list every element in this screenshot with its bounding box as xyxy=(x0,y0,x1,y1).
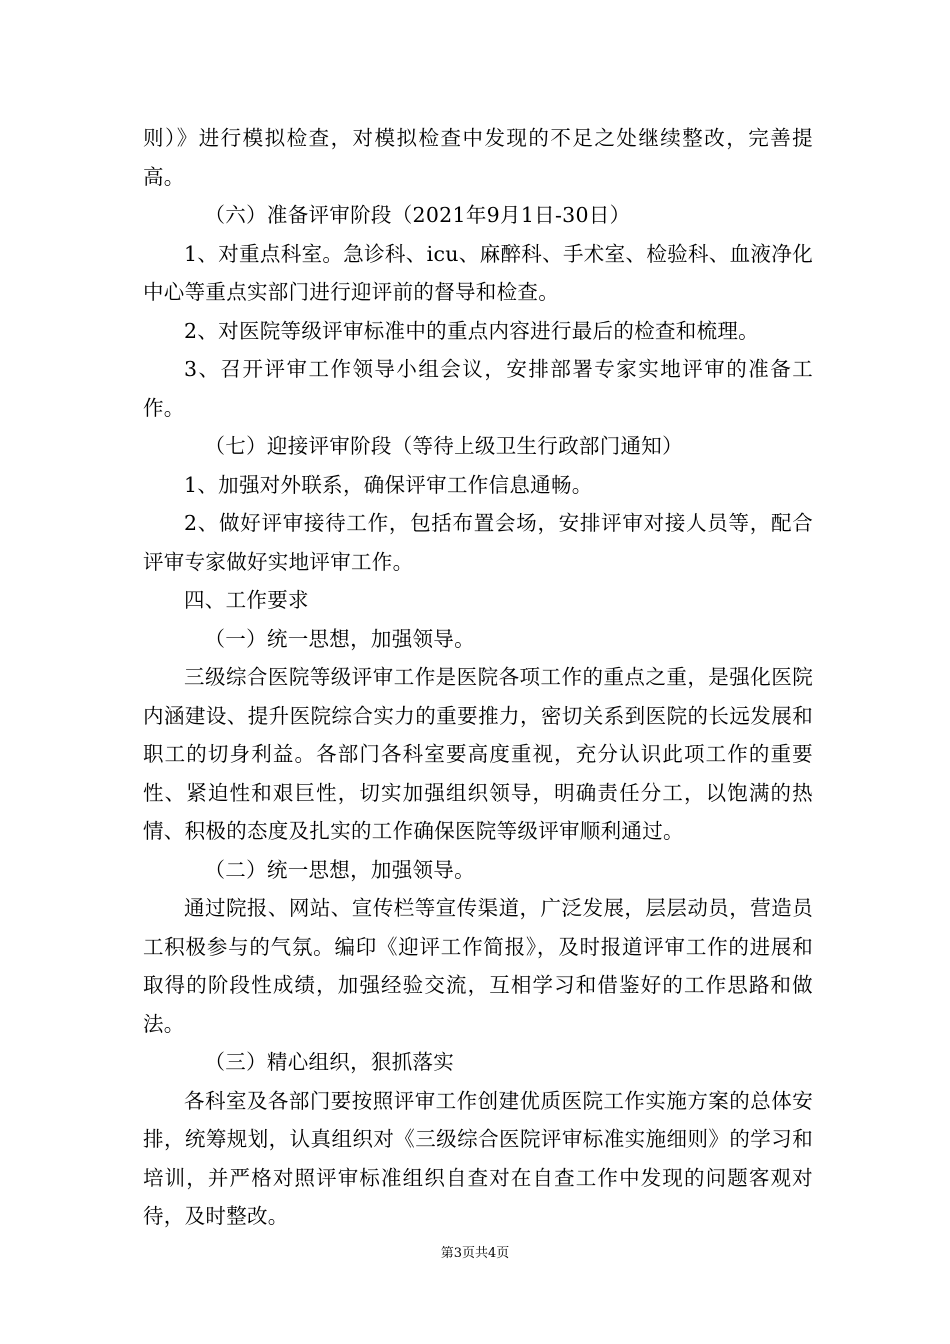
section-heading-6: （六）准备评审阶段（2021年9月1日-30日） xyxy=(204,203,631,227)
paragraph: 3、召开评审工作领导小组会议，安排部署专家实地评审的准备工作。 xyxy=(143,357,813,420)
paragraph: 2、做好评审接待工作，包括布置会场，安排评审对接人员等，配合评审专家做好实地评审工作。 xyxy=(143,511,813,574)
subsection-heading-3: （三）精心组织，狠抓落实 xyxy=(204,1050,455,1074)
section-heading-work-requirements: 四、工作要求 xyxy=(184,588,309,612)
section-heading-7: （七）迎接评审阶段（等待上级卫生行政部门通知） xyxy=(204,434,683,458)
subsection-heading-1: （一）统一思想，加强领导。 xyxy=(204,626,475,651)
paragraph: 1、对重点科室。急诊科、icu、麻醉科、手术室、检验科、血液净化中心等重点实部门进行迎评前的督导和检查。 xyxy=(143,241,813,304)
paragraph: 通过院报、网站、宣传栏等宣传渠道，广泛发展，层层动员，营造员工积极参与的气氛。编印《迎评工作简报》，及时报道评审工作的进展和取得的阶段性成绩，加强经验交流，互相学习和借鉴好的工作思路和做法。 xyxy=(143,896,813,1036)
paragraph: 1、加强对外联系，确保评审工作信息通畅。 xyxy=(184,472,593,497)
paragraph: 各科室及各部门要按照评审工作创建优质医院工作实施方案的总体安排，统筹规划，认真组织对《三级综合医院评审标准实施细则》的学习和培训，并严格对照评审标准组织自查对在自查工作中发现的问题客观对待，及时整改。 xyxy=(143,1088,813,1228)
subsection-heading-2: （二）统一思想，加强领导。 xyxy=(204,857,475,882)
paragraph: 三级综合医院等级评审工作是医院各项工作的重点之重，是强化医院内涵建设、提升医院综合实力的重要推力，密切关系到医院的长远发展和职工的切身利益。各部门各科室要高度重视，充分认识此项工作的重要性、紧迫性和艰巨性，切实加强组织领导，明确责任分工，以饱满的热情、积极的态度及扎实的工作确保医院等级评审顺利通过。 xyxy=(143,665,813,843)
page-number: 第3页共4页 xyxy=(440,1246,510,1261)
paragraph: 2、对医院等级评审标准中的重点内容进行最后的检查和梳理。 xyxy=(184,318,759,343)
document-body xyxy=(143,119,813,1236)
paragraph: 则）》进行模拟检查，对模拟检查中发现的不足之处继续整改，完善提高。 xyxy=(143,126,813,189)
